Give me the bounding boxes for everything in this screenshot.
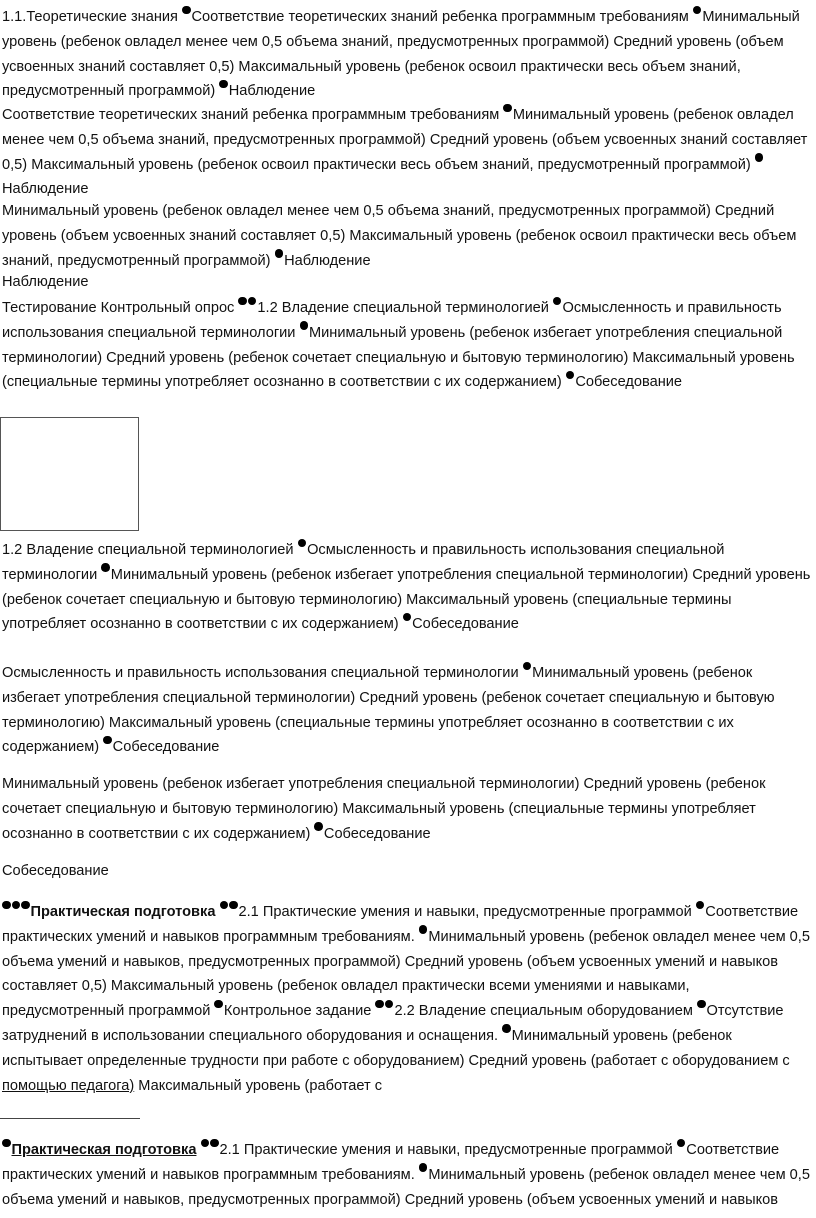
bullet-dot-icon [419, 925, 428, 934]
bullet-dot-icon [677, 1139, 686, 1148]
bullet-dot-icon [298, 539, 307, 548]
text-span: Соответствие теоретических знаний ребенка программным требованиям [2, 107, 504, 123]
bullet-dot-icon [238, 297, 247, 306]
bullet-dot-icon [385, 1000, 394, 1009]
text-span: 1.2 Владение специальной терминологией [2, 542, 298, 558]
paragraph-theory-criteria [2, 103, 814, 202]
paragraph-terminology-criteria [2, 661, 814, 760]
text-span: Минимальный уровень (ребенок избегает употребления специальной терминологии) Средний уровень (ребенок сочетает специальную и бытовую терминологию) Максимальный уровень (специальные термины употребляет осознанно в соответствии с их содержанием) [2, 776, 766, 842]
bullet-dot-icon [697, 1000, 706, 1009]
paragraph-terminology-levels [2, 772, 814, 846]
paragraph-practice-full [2, 900, 814, 1098]
bullet-dot-icon [12, 901, 21, 910]
text-span: Минимальный уровень (ребенок избегает употребления специальной терминологии) Средний уровень (ребенок сочетает специальную и бытовую терминологию) Максимальный уровень (специальные термины употребляет осознанно в соответствии с их содержанием) [2, 665, 775, 756]
paragraph-interview [2, 860, 814, 882]
bullet-dot-icon [210, 1139, 219, 1148]
text-span: Соответствие практических умений и навыков программным требованиям. [2, 1142, 780, 1183]
text-span: Наблюдение [228, 83, 316, 100]
text-span: Собеседование [2, 863, 109, 879]
bullet-dot-icon [248, 297, 257, 306]
bullet-dot-icon [21, 901, 30, 910]
text-span: Минимальный уровень (ребенок избегает употребления специальной терминологии) Средний уровень (ребенок сочетает специальную и бытовую терминологию) Максимальный уровень (специальные термины употребляет осознанно в соответствии с их содержанием) [2, 324, 795, 391]
bullet-dot-icon [566, 371, 575, 380]
bullet-dot-icon [693, 6, 702, 15]
text-span: Наблюдение [284, 252, 371, 269]
section-heading: Практическая подготовка [11, 1142, 197, 1158]
text-span: Осмысленность и правильность использования специальной терминологии [2, 542, 725, 583]
text-span: 2.2 Владение специальным оборудованием [394, 1003, 697, 1020]
image-placeholder-frame [0, 417, 139, 531]
text-span: Собеседование [112, 739, 220, 756]
paragraph-theory-full [2, 5, 814, 104]
text-span: 1.1.Теоретические знания [2, 9, 183, 25]
paragraph-practice-repeat [2, 1138, 814, 1212]
text-span: Контрольное задание [223, 1003, 376, 1020]
bullet-dot-icon [523, 662, 532, 671]
text-span: Минимальный уровень (ребенок овладел менее чем 0,5 объема знаний, предусмотренных программой) Средний уровень (объем усвоенных знаний составляет 0,5) Максимальный уровень (ребенок освоил практически весь объем знаний, предусмотренный программой) [2, 9, 800, 100]
text-span: Собеседование [575, 374, 683, 391]
bullet-dot-icon [275, 249, 284, 258]
text-span: Тестирование Контрольный опрос [2, 300, 239, 316]
bullet-dot-icon [696, 901, 705, 910]
bullet-dot-icon [419, 1163, 428, 1172]
text-span: Максимальный уровень (работает с [134, 1077, 383, 1094]
text-span: 1.2 Владение специальной терминологией [257, 300, 553, 316]
paragraph-testing [2, 296, 814, 395]
bullet-dot-icon [2, 1139, 11, 1148]
bullet-dot-icon [300, 321, 309, 330]
bullet-dot-icon [755, 153, 764, 162]
bullet-dot-icon [214, 1000, 223, 1009]
bullet-dot-icon [375, 1000, 384, 1009]
section-heading: Практическая подготовка [30, 904, 216, 920]
text-span: Соответствие теоретических знаний ребенка программным требованиям [191, 9, 693, 25]
text-span: Минимальный уровень (ребенок избегает употребления специальной терминологии) Средний уровень (ребенок сочетает специальную и бытовую терминологию) Максимальный уровень (специальные термины употребляет осознанно в соответствии с их содержанием) [2, 566, 811, 633]
bullet-dot-icon [2, 901, 11, 910]
bullet-dot-icon [182, 6, 191, 15]
text-span: Минимальный уровень (ребенок испытывает определенные трудности при работе с оборудованием) Средний уровень (работает с оборудованием с [2, 1027, 790, 1069]
text-span: Минимальный уровень (ребенок овладел менее чем 0,5 объема знаний, предусмотренных программой) Средний уровень (объем усвоенных знаний составляет 0,5) Максимальный уровень (ребенок освоил практически весь объем знаний, предусмотренный программой) [2, 107, 808, 173]
text-span: Наблюдение [2, 274, 89, 290]
text-span: Осмысленность и правильность использования специальной терминологии [2, 300, 782, 341]
text-span: Собеседование [323, 825, 431, 842]
bullet-dot-icon [229, 901, 238, 910]
bullet-dot-icon [553, 297, 562, 306]
bullet-dot-icon [503, 104, 512, 113]
bullet-dot-icon [101, 563, 110, 572]
paragraph-terminology-full [2, 538, 814, 637]
paragraph-theory-levels [2, 199, 814, 273]
bullet-dot-icon [314, 822, 323, 831]
bullet-dot-icon [219, 80, 228, 89]
text-span: 2.1 Практические умения и навыки, предусмотренные программой [219, 1142, 677, 1158]
text-span: Наблюдение [2, 181, 89, 198]
text-span: 2.1 Практические умения и навыки, предусмотренные программой [238, 904, 696, 920]
footnote-separator [0, 1118, 140, 1119]
underlined-text: помощью педагога) [2, 1077, 135, 1094]
bullet-dot-icon [403, 613, 412, 622]
text-span: Осмысленность и правильность использования специальной терминологии [2, 665, 523, 681]
text-span: Минимальный уровень (ребенок овладел менее чем 0,5 объема умений и навыков, предусмотренных программой) Средний уровень (объем усвоенных умений и навыков составляет 0,5) Максимальный уровень (ребенок овладел практически всеми умениями и навыками, предусмотренный программой [2, 928, 810, 1020]
bullet-dot-icon [220, 901, 229, 910]
text-span: Минимальный уровень (ребенок овладел менее чем 0,5 объема умений и навыков, предусмотренных программой) Средний уровень (объем усвоенных умений и навыков [2, 1166, 810, 1208]
bullet-dot-icon [103, 736, 112, 745]
text-span: Минимальный уровень (ребенок овладел менее чем 0,5 объема знаний, предусмотренных программой) Средний уровень (объем усвоенных знаний составляет 0,5) Максимальный уровень (ребенок освоил практически весь объем знаний, предусмотренный программой) [2, 203, 797, 269]
text-span: Собеседование [412, 616, 519, 633]
bullet-dot-icon [201, 1139, 210, 1148]
bullet-dot-icon [502, 1024, 511, 1033]
paragraph-observation [2, 271, 814, 293]
text-span: Отсутствие затруднений в использовании специального оборудования и оснащения. [2, 1003, 784, 1044]
text-span: Соответствие практических умений и навыков программным требованиям. [2, 904, 799, 945]
